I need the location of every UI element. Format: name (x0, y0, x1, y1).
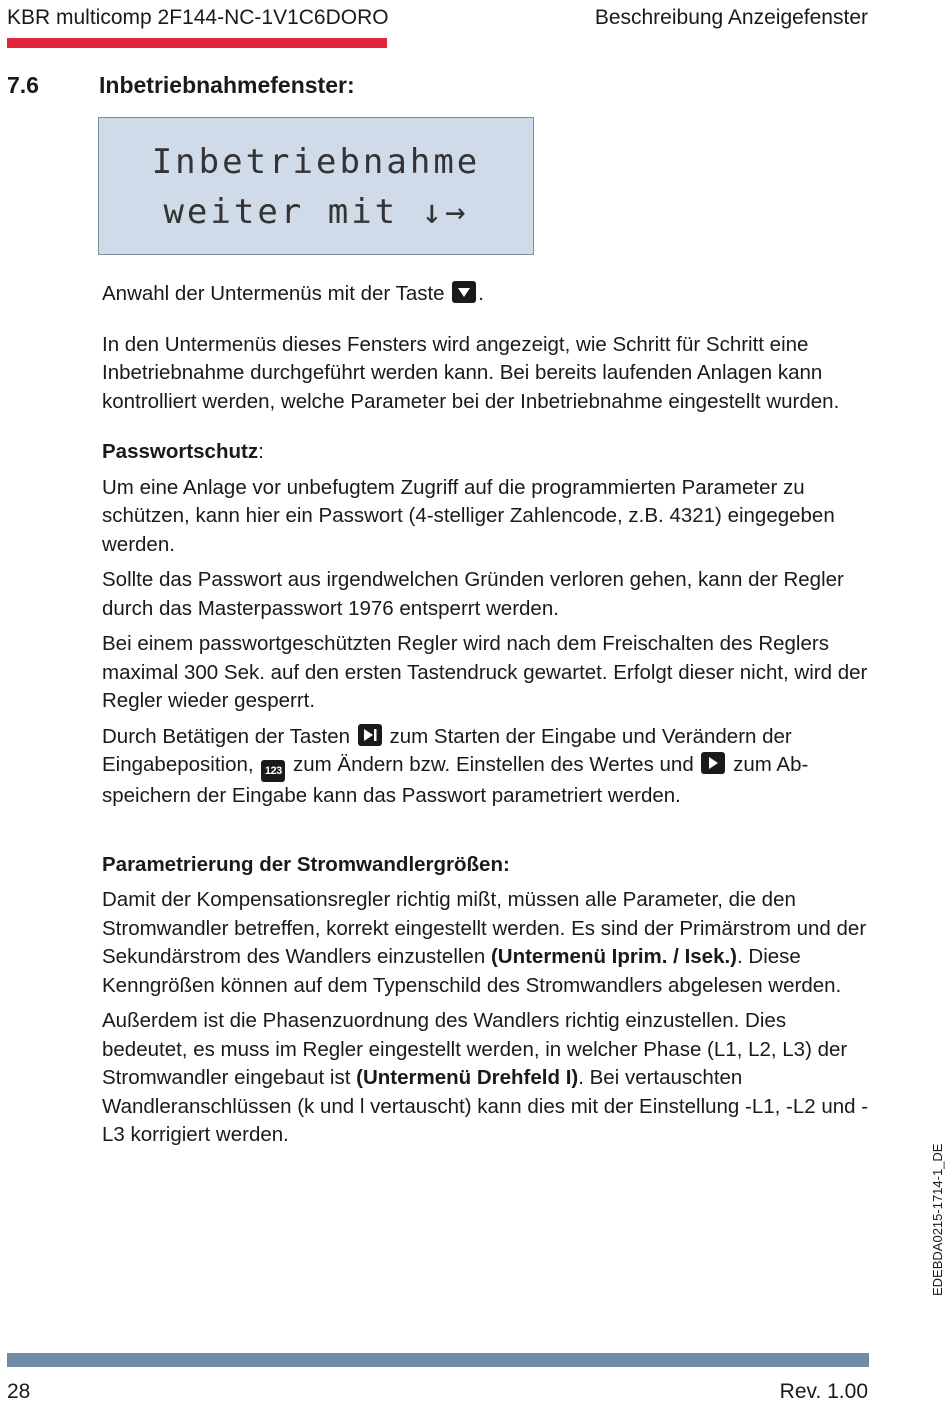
section-title: Inbetriebnahmefenster: (99, 72, 355, 98)
passwort-heading (102, 438, 872, 467)
right-key-icon (701, 752, 725, 774)
strom-p1-a: Damit der Kompensationsregler richtig mißt, müssen alle Parameter, die den Stromwandler betreffen, korrekt eingestellt werden. Es sind der Primärstrom und der Sekundärstrom des Wandlers einzustellen (102, 888, 867, 968)
lcd-display (98, 117, 534, 255)
strom-p1-bold: (Untermenü Iprim. / Isek.) (490, 945, 737, 968)
strom-heading-text: Parametrierung der Stromwandlergrößen: (102, 852, 510, 876)
header-title: KBR multicomp 2F144-NC-1V1C6DORO (7, 6, 389, 29)
numeric-key-icon: 123 (261, 760, 285, 782)
passwort-paragraph-1: Um eine Anlage vor unbefugtem Zugriff auf die programmierten Parameter zu schützen, kann hier ein Passwort (4-stelliger Zahlencode, z.B. 4321) eingegeben werden. (102, 475, 835, 556)
p4-part-d: zum Ab-speichern der Eingabe kann das Passwort parametriert werden. (102, 753, 809, 807)
section-number: 7.6 (7, 72, 39, 98)
section-heading (7, 72, 355, 99)
header-accent-bar (7, 38, 387, 48)
lcd-line-2: weiter mit ↓→ (163, 192, 469, 232)
p4-part-a: Durch Betätigen der Tasten (102, 724, 351, 748)
paragraph-intro: In den Untermenüs dieses Fensters wird angezeigt, wie Schritt für Schritt eine Inbetriebnahme durchgeführt werden kann. Bei bereits laufenden Anlagen kann kontrolliert werden, welche Parameter bei der Inbetriebnahme eingestellt wurden. (102, 332, 840, 413)
down-key-icon (452, 281, 476, 303)
body-text (102, 280, 872, 1150)
passwort-paragraph-3: Bei einem passwortgeschützten Regler wird nach dem Freischalten des Reglers maximal 300 Sek. auf den ersten Tastendruck gewartet. Erfolgt dieser nicht, wird der Regler wieder gesperrt. (102, 632, 868, 712)
lcd-line-1: Inbetriebnahme (151, 142, 481, 182)
passwort-paragraph-2: Sollte das Passwort aus irgendwelchen Gründen verloren gehen, kann der Regler durch das Masterpasswort 1976 entsperrt werden. (102, 568, 844, 620)
passwort-heading-colon: : (258, 440, 264, 463)
paragraph-anwahl (102, 280, 872, 309)
revision: Rev. 1.00 (779, 1380, 868, 1403)
strom-p2-a: Außerdem ist die Phasenzuordnung des Wandlers richtig einzustellen. Dies bedeutet, es muss im Regler eingestellt werden, in welcher Phase (L1, L2, L3) der Stromwandler eingebaut ist (102, 1009, 848, 1089)
anwahl-text: Anwahl der Untermenüs mit der Taste (102, 282, 445, 305)
header-section: Beschreibung Anzeigefenster (594, 6, 868, 29)
strom-p1-c: . Diese Kenngrößen können auf dem Typenschild des Stromwandlers abgelesen werden. (102, 945, 842, 997)
strom-paragraph-2 (102, 1007, 872, 1150)
footer-bar (7, 1353, 869, 1367)
next-key-icon (358, 724, 382, 746)
passwort-paragraph-4 (102, 723, 872, 811)
p4-part-c: zum Ändern bzw. Einstellen des Wertes und (293, 753, 694, 776)
document-code: EDEBDA0215-1714-1_DE (930, 1143, 945, 1296)
anwahl-period: . (478, 282, 484, 305)
page-number: 28 (7, 1380, 31, 1403)
p4-part-b: zum Starten der Eingabe und Verändern der Eingabeposition, (102, 724, 792, 776)
strom-p2-c: . Bei vertauschten Wandleranschlüssen (k und l vertauscht) kann dies mit der Einstellung -L1, -L2 und -L3 korrigiert werden. (102, 1066, 869, 1146)
passwort-heading-text: Passwortschutz (102, 440, 259, 463)
strom-p2-bold: (Untermenü Drehfeld I) (356, 1066, 579, 1089)
strom-paragraph-1 (102, 886, 872, 1000)
strom-heading (102, 851, 872, 880)
